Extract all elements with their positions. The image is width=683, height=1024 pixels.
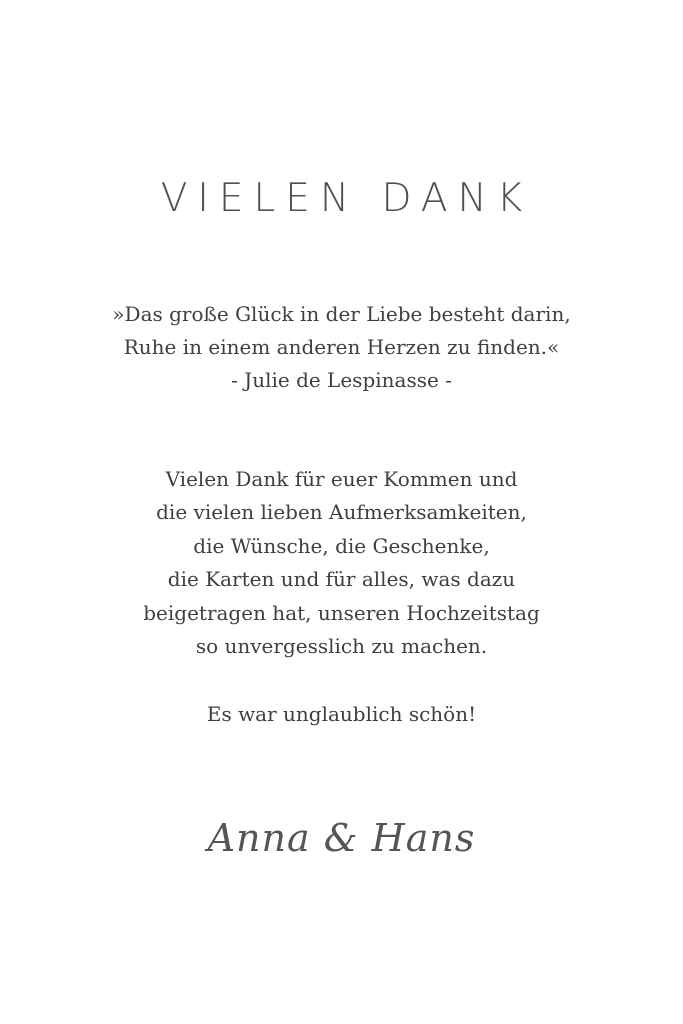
quote-block — [40, 298, 643, 397]
message-line: so unvergesslich zu machen. — [195, 634, 488, 659]
quote-line: »Das große Glück in der Liebe besteht darin, — [112, 302, 571, 326]
message-line: Vielen Dank für euer Kommen und — [165, 467, 518, 491]
quote-line: Ruhe in einem anderen Herzen zu finden.« — [123, 335, 560, 359]
message-line: die Karten und für alles, was dazu — [167, 567, 516, 592]
closing-line: Es war unglaublich schön! — [206, 702, 477, 726]
signature: Anna & Hans — [207, 816, 476, 860]
message-block — [40, 463, 643, 663]
message-line: die Wünsche, die Geschenke, — [193, 533, 490, 558]
message-line: die vielen lieben Aufmerksamkeiten, — [156, 500, 527, 525]
message-line: beigetragen hat, unseren Hochzeitstag — [143, 600, 540, 625]
card-title: VIELEN DANK — [160, 176, 533, 221]
quote-attribution: - Julie de Lespinasse - — [231, 368, 452, 392]
